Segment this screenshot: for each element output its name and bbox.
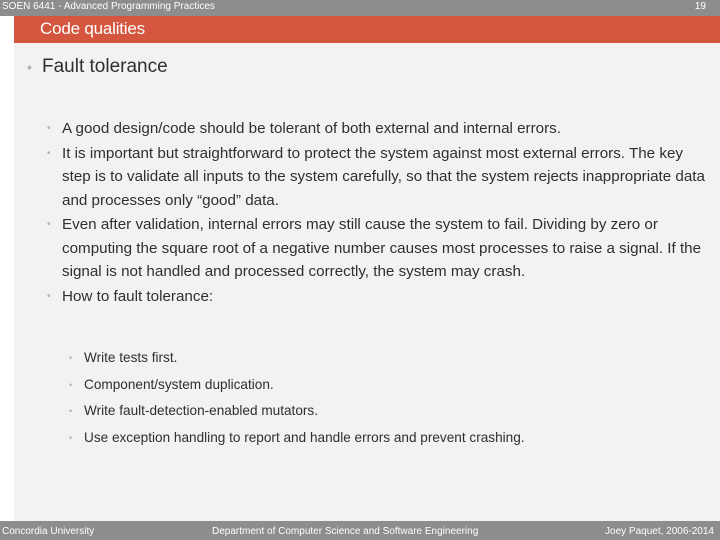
bullet-icon: • [47, 147, 51, 159]
sub-point-text: Write fault-detection-enabled mutators. [84, 403, 318, 418]
sub-point-text: Write tests first. [84, 350, 178, 365]
sub-point [69, 345, 694, 372]
main-point-text: How to fault tolerance: [62, 287, 214, 305]
footer-band [0, 521, 720, 540]
heading-bullet-icon: • [27, 59, 32, 75]
sub-bullet-icon: • [69, 353, 73, 363]
section-heading: Fault tolerance [42, 56, 168, 77]
footer-university: Concordia University [2, 526, 95, 537]
sub-point [69, 425, 694, 452]
sub-bullet-icon: • [69, 432, 73, 443]
page-number: 19 [694, 1, 706, 12]
bullet-icon: • [47, 219, 51, 230]
footer-author: Joey Paquet, 2006-2014 [605, 526, 714, 537]
content-panel [14, 43, 720, 521]
header-band [0, 0, 720, 16]
sub-point [69, 372, 694, 399]
sub-point-text: Component/system duplication. [84, 376, 274, 392]
main-point-text: Even after validation, internal errors may still cause the system to fail. Dividing by zero or computing the square root of a negative number causes most processes to raise a signal. If the signal is not handled and processed correctly, the system may crash. [62, 216, 702, 280]
title-bar [14, 16, 720, 43]
sub-point-text: Use exception handling to report and handle errors and prevent crashing. [84, 429, 525, 445]
main-point-text: A good design/code should be tolerant of both external and internal errors. [62, 120, 561, 137]
footer-department: Department of Computer Science and Software Engineering [212, 526, 479, 537]
bullet-icon: • [47, 290, 51, 302]
main-point [47, 142, 712, 213]
sub-bullet-icon: • [69, 379, 73, 390]
sub-bullet-icon: • [69, 406, 73, 416]
main-point [47, 285, 712, 309]
sub-point-list [69, 345, 694, 451]
main-point-list [47, 117, 712, 309]
main-point [47, 117, 712, 141]
main-point-text: It is important but straightforward to protect the system against most external errors. The key step is to validate all inputs to the system carefully, so that the system rejects inappropriate data and processes only “good” data. [62, 144, 705, 209]
slide-title: Code qualities [40, 19, 145, 38]
bullet-icon: • [47, 123, 51, 134]
main-point [47, 213, 712, 284]
sub-point [69, 398, 694, 425]
course-title: SOEN 6441 - Advanced Programming Practices [2, 1, 215, 12]
